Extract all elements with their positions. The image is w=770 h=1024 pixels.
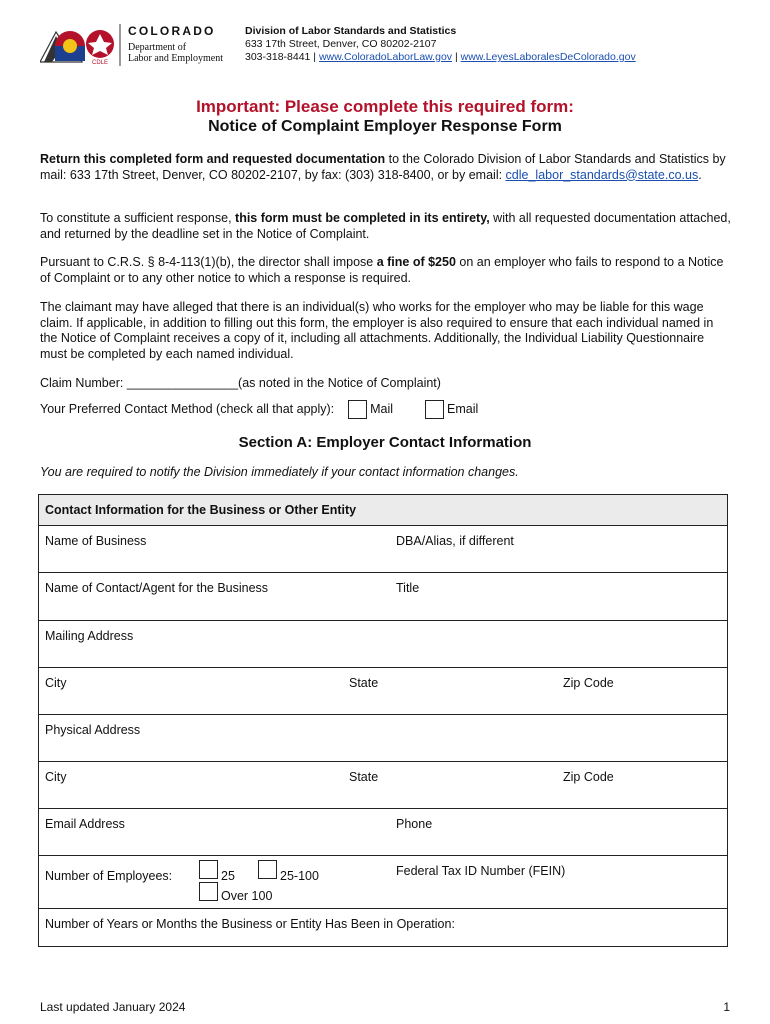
intro-paragraph-individual: The claimant may have alleged that there is an individual(s) who works for the employer who may be liable for this wage claim. If applicable, in addition to filling out this form, the employer is also required to ensure that each individual named in the Notice of Complaint receives a copy of it, including all attachments. Additionally, the Individual Liability Questionnaire must be completed by each named individual. xyxy=(40,300,714,361)
physical-city-field[interactable]: City xyxy=(39,761,343,808)
years-in-operation-field[interactable]: Number of Years or Months the Business or Entity Has Been in Operation: xyxy=(39,908,727,946)
mailing-zip-field[interactable]: Zip Code xyxy=(557,667,727,714)
division-phone: 303-318-8441 xyxy=(245,51,311,63)
title-field[interactable]: Title xyxy=(390,572,727,620)
page-number: 1 xyxy=(723,1000,730,1014)
mailing-city-field[interactable]: City xyxy=(39,667,343,714)
section-a-note: You are required to notify the Division immediately if your contact information changes. xyxy=(40,465,519,479)
logo-state-name: COLORADO xyxy=(128,24,216,38)
employees-over-100-label: Over 100 xyxy=(221,889,273,903)
physical-zip-field[interactable]: Zip Code xyxy=(557,761,727,808)
header-contact-info: Division of Labor Standards and Statistics 633 17th Street, Denver, CO 80202-2107 303-318-8441 | www.ColoradoLaborLaw.gov | www.LeyesLaboralesDeColorado.gov xyxy=(245,25,636,63)
division-name: Division of Labor Standards and Statistics xyxy=(245,25,457,37)
cdle-logo xyxy=(40,22,240,68)
contact-info-table xyxy=(38,494,728,947)
important-heading: Important: Please complete this required form: xyxy=(196,97,574,116)
link-leyes-laborales[interactable]: www.LeyesLaboralesDeColorado.gov xyxy=(460,51,636,63)
intro-paragraph-fine: Pursuant to C.R.S. § 8-4-113(1)(b), the director shall impose a fine of $250 on an employer who fails to respond to a Notice of Complaint or to any other notice to which a response is required. xyxy=(40,255,724,285)
contact-method-row xyxy=(40,400,478,419)
mail-option-label: Mail xyxy=(370,401,394,416)
fein-field[interactable]: Federal Tax ID Number (FEIN) xyxy=(390,855,727,908)
employees-25-100-checkbox[interactable] xyxy=(258,860,277,879)
physical-state-field[interactable]: State xyxy=(343,761,557,808)
form-title: Notice of Complaint Employer Response Form xyxy=(208,118,562,135)
email-link[interactable]: cdle_labor_standards@state.co.us xyxy=(505,167,699,182)
mailing-address-field[interactable]: Mailing Address xyxy=(39,620,727,667)
logo-dept-text: Department of Labor and Employment xyxy=(128,42,223,64)
email-checkbox[interactable] xyxy=(425,400,444,419)
svg-text:CDLE: CDLE xyxy=(91,60,109,66)
email-address-field[interactable]: Email Address xyxy=(39,808,390,855)
mailing-state-field[interactable]: State xyxy=(343,667,557,714)
email-option-label: Email xyxy=(447,401,479,416)
employees-over-100-checkbox[interactable] xyxy=(199,882,218,901)
division-address: 633 17th Street, Denver, CO 80202-2107 xyxy=(245,38,437,50)
footer-updated: Last updated January 2024 xyxy=(40,1000,186,1014)
contact-agent-field[interactable]: Name of Contact/Agent for the Business xyxy=(39,572,390,620)
claim-number-line: Claim Number: ________________(as noted in the Notice of Complaint) xyxy=(40,376,441,390)
number-of-employees-field xyxy=(39,855,390,908)
intro-paragraph-return: Return this completed form and requested documentation to the Colorado Division of Labor Standards and Statistics by mail: 633 17th Street, Denver, CO 80202-2107, by fax: (303) 318-8400, or by email: cdle_labor_standards@state.co.us. xyxy=(40,152,726,182)
employees-label: Number of Employees: xyxy=(45,869,173,883)
employees-25-100-label: 25-100 xyxy=(280,869,319,883)
name-of-business-field[interactable]: Name of Business xyxy=(39,525,390,572)
section-a-title: Section A: Employer Contact Information xyxy=(238,434,532,451)
employees-25-label: 25 xyxy=(221,869,235,883)
physical-address-field[interactable]: Physical Address xyxy=(39,714,727,761)
phone-field[interactable]: Phone xyxy=(390,808,727,855)
mail-checkbox[interactable] xyxy=(348,400,367,419)
intro-paragraph-sufficient: To constitute a sufficient response, this form must be completed in its entirety, with all requested documentation attached, and returned by the deadline set in the Notice of Complaint. xyxy=(40,211,731,241)
contact-method-label: Your Preferred Contact Method (check all that apply): xyxy=(40,401,335,416)
table-header: Contact Information for the Business or Other Entity xyxy=(39,495,727,525)
dba-field[interactable]: DBA/Alias, if different xyxy=(390,525,727,572)
link-colorado-labor-law[interactable]: www.ColoradoLaborLaw.gov xyxy=(318,51,453,63)
employees-25-checkbox[interactable] xyxy=(199,860,218,879)
